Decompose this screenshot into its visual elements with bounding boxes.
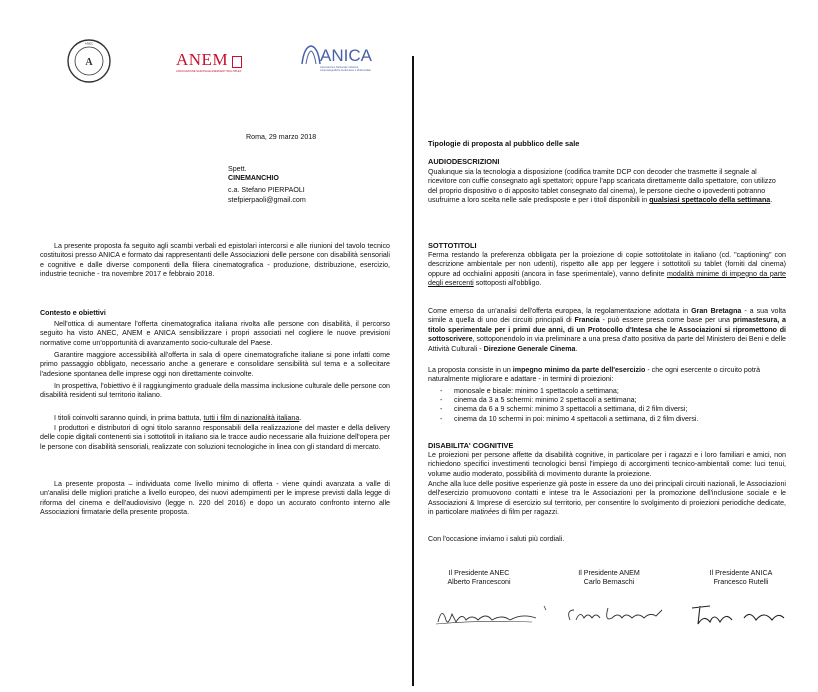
signature-anem-image: [562, 602, 672, 630]
anem-logo-mark-icon: [232, 56, 242, 68]
context-paragraph-2: Garantire maggiore accessibilità all'offerta in sala di opere cinematografiche italiane si pone infatti come primo passaggio obbligato, necessario anche a generare e consolidare sensibilità sul tema e a sollecitare l'adesione spontanea delle imprese oggi non direttamente coinvolte.: [40, 351, 390, 378]
uk-bold-1: Gran Bretagna: [691, 307, 742, 315]
audio-text: Qualunque sia la tecnologia a disposizione (codifica tramite DCP con decoder che trasmette il segnale al ricevitore con cuffie consegnato agli spettatori; oppure l'app scaricata direttamente dallo spettatore, con utilizzo del proprio dispositivo o di apposito tablet consegnato dal cinema), le persone cieche o ipovedenti potranno usufruirne a loro scelta nelle sale predisposte e per i titoli disponibili in: [428, 168, 776, 205]
uk-text-3: - può essere presa come base per una: [599, 316, 733, 325]
uk-bold-3: primastesura, a titolo sperimentale per i primi due anni, di un Protocollo d'Intesa che le Associazioni si ripromettono di sottoscrivere: [428, 316, 786, 344]
signatory-name: Francesco Rutelli: [713, 578, 769, 587]
cognitive-paragraph-2: [428, 480, 786, 518]
anica-logo-subtitle: Associazione Nazionale Industrie Cinematografiche Audiovisive e Multimediali: [320, 66, 371, 72]
cognitive-title: DISABILITA' COGNITIVE: [428, 441, 514, 450]
list-item: - cinema da 10 schermi in poi: minimo 4 spettacoli a settimana, di 2 film diversi.: [454, 415, 784, 424]
to-label: Spett.: [228, 165, 247, 173]
recipient-name: CINEMANCHIO: [228, 174, 279, 182]
intro-paragraph: La presente proposta fa seguito agli scambi verbali ed epistolari intercorsi e alle riunioni del tavolo tecnico costituitosi presso ANICA e formato dai rappresentanti delle Associazioni delle persone con disabilità sensoriali e cognitive e dalle diverse componenti della filiera cinematografica - produzione, distribuzione, esercizio, industrie tecniche - tra novembre 2017 e febbraio 2018.: [40, 242, 390, 279]
uk-text-2: - a sua volta simile a quella di uno dei circuiti principali di: [428, 307, 786, 325]
signature-anica-image: [684, 600, 794, 630]
context-paragraph-3: In prospettiva, l'obiettivo è il raggiungimento graduale della massima inclusione culturale delle persone con disabilità residenti sul territorio italiano.: [40, 382, 390, 400]
context-title: Contesto e obiettivi: [40, 309, 106, 317]
anica-mark-icon: [300, 44, 322, 66]
uk-bold-4: Direzione Generale Cinema: [483, 344, 576, 353]
subtitles-paragraph: [428, 251, 786, 289]
cognitive-paragraph-1: Le proiezioni per persone affette da disabilità cognitive, in particolare per i ragazzi e i loro familiari e amici, non richiedono specifici investimenti tecnologici bensì l'impiego di accorgimenti tecnico-ambientali come: luci tenui, volume audio moderato, possibilità di movimento durante la proiezione.: [428, 451, 786, 478]
proposal-types-title: Tipologie di proposta al pubblico delle sale: [428, 139, 580, 148]
min-text-2: - che ogni esercente o circuito potrà naturalmente migliorare e adattare - in termini di proiezioni:: [428, 366, 761, 384]
audiodescription-paragraph: [428, 168, 786, 206]
signatory-name: Carlo Bernaschi: [583, 578, 635, 587]
signatory-anec: [424, 569, 534, 588]
anem-logo-subtitle: ASSOCIAZIONE NAZIONALE ESERCENTI MULTIPLEX: [176, 70, 242, 73]
signatory-role: Il Presidente ANICA: [709, 569, 773, 577]
svg-text:ANEC: ANEC: [84, 41, 94, 46]
right-page: [414, 0, 818, 692]
subs-text: Ferma restando la preferenza obbligata per la proiezione di copie sottotitolate in italiano (cd. "captioning" con descrizione ambientale per non udenti), rispetto alle app per leggere i sottotitoli su tablet (forniti dal cinema) oppure ad occhialini appositi (ancora in fase sperimentale), vanno definite: [428, 251, 786, 278]
place-date: Roma, 29 marzo 2018: [246, 133, 317, 141]
signatory-role: Il Presidente ANEC: [448, 569, 510, 577]
subtitles-title: SOTTOTITOLI: [428, 241, 477, 250]
closing-greeting: Con l'occasione inviamo i saluti più cordiali.: [428, 535, 565, 543]
producers-paragraph: I produttori e distributori di ogni titolo saranno responsabili della realizzazione del master e della delivery delle copie digitali contenenti sia i sottotitoli in italiano sia le tracce audio necessarie alla fruizione dell'opera per le persone con disabilità sensoriali, realizzate con soluzioni tecnologiche in linea con gli standard di mercato.: [40, 424, 390, 451]
uk-text-5: .: [575, 344, 578, 353]
anica-logo-name: ANICA: [320, 46, 372, 65]
proposal-paragraph: La presente proposta – individuata come livello minimo di offerta - viene quindi avanzata a valle di un'analisi delle migliori pratiche a livello europeo, dei nuovi adempimenti per le imprese previsti dalla legge di riforma del cinema e dell'audiovisivo (legge n. 220 del 2016) e dopo un accurato confronto interno alle Associazioni firmatarie della presente proposta.: [40, 480, 390, 517]
audiodescription-title: AUDIODESCRIZIONI: [428, 157, 500, 166]
anem-logo: [176, 50, 246, 73]
uk-paragraph: [428, 307, 786, 354]
uk-text-4: , sottoponendolo in via preliminare a una presa d'atto positiva da parte del Ministero dei Beni e delle Attività Culturali -: [428, 335, 786, 353]
signatory-anica: [682, 569, 800, 588]
recipient-email: stefpierpaoli@gmail.com: [228, 196, 306, 204]
recipient-attention: c.a. Stefano PIERPAOLI: [228, 186, 305, 194]
audio-end: .: [770, 196, 773, 205]
minimum-commitment-paragraph: [428, 366, 786, 385]
signatory-role: Il Presidente ANEM: [578, 569, 640, 577]
cog-italic: matinées: [470, 508, 500, 517]
anec-seal-logo: [66, 38, 112, 84]
context-paragraph-1: Nell'ottica di aumentare l'offerta cinematografica italiana rivolta alle persone con disabilità, il percorso seguito ha visto ANEC, ANEM e ANICA sensibilizzare i propri associati nel cogliere le nuove previsioni normative come un'opportunità di avanzamento socio-culturale del Paese.: [40, 320, 390, 347]
min-text-1: La proposta consiste in un: [428, 366, 513, 374]
uk-bold-2: Francia: [574, 316, 600, 325]
list-item: - cinema da 6 a 9 schermi: minimo 3 spettacoli a settimana, di 2 film diversi;: [454, 405, 784, 414]
svg-text:A: A: [85, 57, 93, 68]
titles-paragraph: [40, 414, 390, 423]
cog-text-1: Anche alla luce delle positive esperienze già poste in essere da uno dei principali circuiti nazionali, le Associazioni dell'esercizio promuovono contatti e intese tra le Associazioni per la promozione dell'inclusione sociale e le Associazioni & Imprese di esercizio sul territorio, per consentire lo svolgimento di proiezioni periodiche dedicate, in particolare: [428, 480, 786, 517]
signatory-anem: [554, 569, 664, 588]
list-item: - cinema da 3 a 5 schermi: minimo 2 spettacoli a settimana;: [454, 396, 784, 405]
subs-underlined-text: modalità minime di impegno da parte degli esercenti: [428, 269, 786, 288]
uk-text-1: Come emerso da un'analisi dell'offerta europea, la regolamentazione adottata in: [428, 307, 692, 315]
min-bold: impegno minimo da parte dell'esercizio: [512, 366, 646, 374]
signatory-name: Alberto Francesconi: [447, 578, 511, 587]
titles-end: .: [299, 414, 302, 422]
audio-underlined-text: qualsiasi spettacolo della settimana: [649, 196, 771, 205]
list-item: - monosale e bisale: minimo 1 spettacolo a settimana;: [454, 387, 784, 396]
screenings-list: [454, 387, 784, 424]
anem-logo-name: ANEM: [176, 50, 229, 69]
signature-anec-image: [432, 600, 552, 632]
titles-underlined-text: tutti i film di nazionalità italiana: [203, 414, 300, 422]
titles-text: I titoli coinvolti saranno quindi, in prima battuta,: [54, 414, 204, 422]
cog-text-2: di film per ragazzi.: [499, 508, 559, 517]
subs-end: sottoposti all'obbligo.: [473, 279, 542, 288]
